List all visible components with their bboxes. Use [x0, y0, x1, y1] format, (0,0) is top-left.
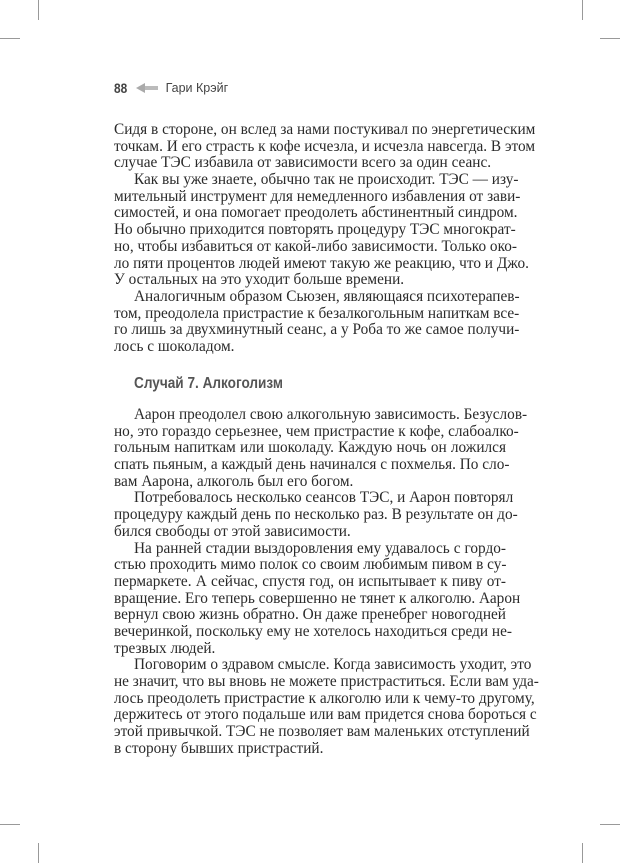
text-line: На ранней стадии выздоровления ему удавалось с гордо-: [134, 539, 506, 557]
text-line: гольным напиткам или шоколаду. Каждую ночь он ложился: [114, 439, 506, 457]
text-line: Сидя в стороне, он вслед за нами постукивал по энергетическим: [114, 121, 536, 138]
crop-mark: [582, 0, 583, 20]
text-line: вращение. Его теперь совершенно не тянет к алкоголю. Аарон: [114, 589, 521, 607]
crop-mark: [600, 824, 620, 825]
text-line: Потребовалось несколько сеансов ТЭС, и Аарон повторял: [134, 489, 514, 507]
crop-mark: [0, 38, 20, 39]
text-line: том, преодолела пристрастие к безалкогольным напиткам все-: [114, 304, 520, 322]
text-line: держитесь от этого подальше или вам придется снова бороться с: [114, 706, 537, 724]
crop-mark: [38, 843, 39, 863]
text-line: симостей, и она помогает преодолеть абстинентный синдром.: [114, 204, 518, 222]
text-line: случае ТЭС избавила от зависимости всего за один сеанс.: [114, 154, 492, 172]
text-line: вернул свою жизнь обратно. Он даже пренебрег новогодней: [114, 606, 506, 624]
text-line: этой привычкой. ТЭС не позволяет вам маленьких отступлений: [114, 723, 530, 741]
text-line: процедуру каждый день по несколько раз. В результате он до-: [114, 506, 518, 524]
text-line: Но обычно приходится повторять процедуру ТЭС многократ-: [114, 221, 516, 239]
text-line: бился свободы от этой зависимости.: [114, 522, 351, 540]
text-line: вечеринкой, поскольку ему не хотелось находиться среди не-: [114, 622, 512, 640]
text-line: спать пьяным, а каждый день начинался с похмелья. По сло-: [114, 456, 510, 474]
text-line: У остальных на это уходит больше времени.: [114, 271, 405, 289]
text-line: вам Аарона, алкоголь был его богом.: [114, 472, 354, 490]
page-number: 88: [114, 80, 128, 96]
section-2-text: [114, 406, 539, 757]
text-line: но, это гораздо серьезнее, чем пристрастие к кофе, слабоалко-: [114, 422, 519, 440]
crop-mark: [582, 843, 583, 863]
text-line: пермаркете. А сейчас, спустя год, он испытывает к пиву от-: [114, 572, 506, 590]
running-header: [114, 80, 228, 96]
text-line: но, чтобы избавиться от какой-либо зависимости. Только око-: [114, 237, 517, 255]
text-line: Аарон преодолел свою алкогольную зависимость. Безуслов-: [134, 406, 528, 423]
section-1-text: [114, 121, 536, 356]
crop-mark: [600, 38, 620, 39]
text-line: Аналогичным образом Сьюзен, являющаяся психотерапев-: [134, 287, 520, 305]
text-line: лось с шоколадом.: [114, 337, 235, 355]
crop-mark: [38, 0, 39, 20]
crop-mark: [0, 824, 20, 825]
text-line: лось преодолеть пристрастие к алкоголю или к чему-то другому,: [114, 689, 535, 707]
text-line: мительный инструмент для немедленного избавления от зави-: [114, 187, 521, 205]
text-line: го лишь за двухминутный сеанс, а у Роба то же самое получи-: [114, 321, 520, 339]
text-line: точкам. И его страсть к кофе исчезла, и исчезла навсегда. В этом: [114, 137, 536, 155]
text-line: ло пяти процентов людей имеют такую же реакцию, что и Джо.: [114, 254, 529, 272]
section-heading: Случай 7. Алкоголизм: [134, 375, 283, 392]
text-line: в сторону бывших пристрастий.: [114, 739, 324, 757]
text-line: не значит, что вы вновь не можете пристраститься. Если вам уда-: [114, 673, 539, 690]
text-line: трезвых людей.: [114, 639, 216, 657]
text-line: Поговорим о здравом смысле. Когда зависимость уходит, это: [134, 656, 532, 674]
arrow-left-icon: [136, 83, 158, 93]
running-author: Гари Крэйг: [165, 81, 229, 95]
text-line: Как вы уже знаете, обычно так не происходит. ТЭС — изу-: [134, 171, 519, 189]
text-line: стью проходить мимо полок со своим любимым пивом в су-: [114, 556, 507, 574]
